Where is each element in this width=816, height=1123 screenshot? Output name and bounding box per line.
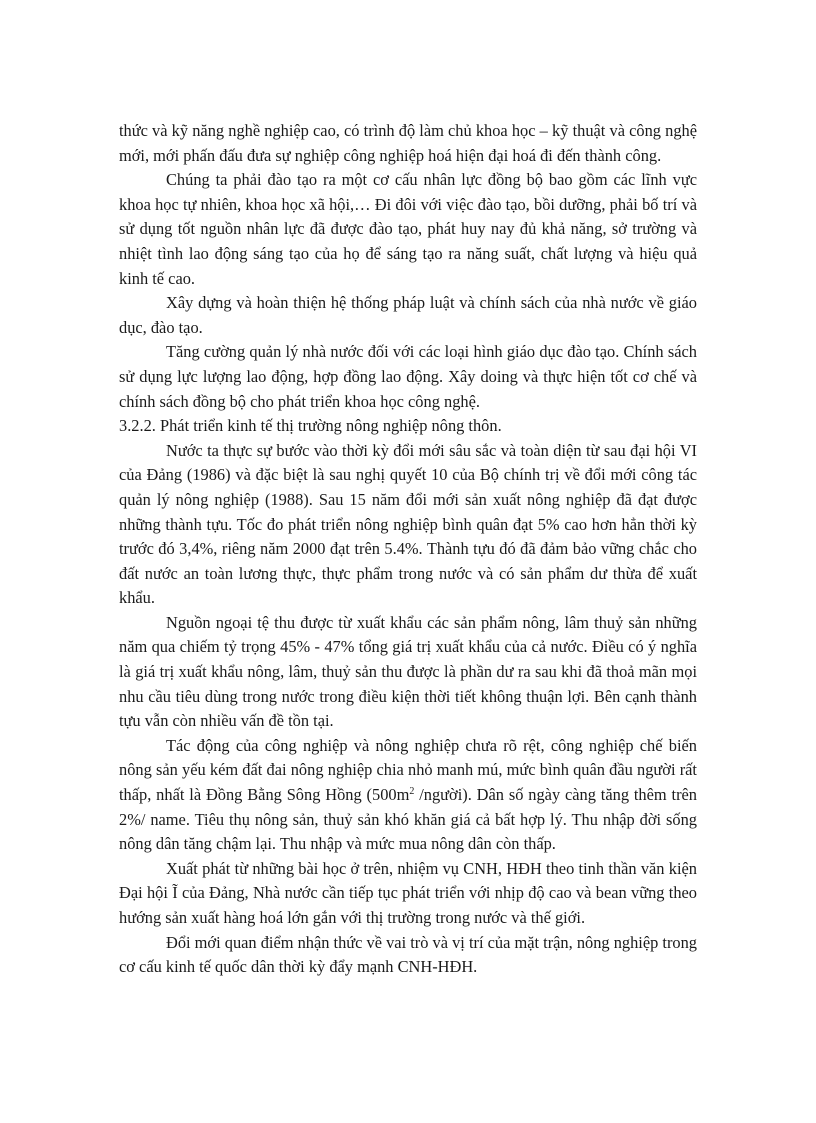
paragraph-human-resources: Chúng ta phải đào tạo ra một cơ cấu nhân lực đồng bộ bao gồm các lĩnh vực khoa học tự nhiên, khoa học xã hội,… Đi đôi với việc đào tạo, bồi dưỡng, phải bố trí và sử dụng tốt nguồn nhân lực đã được đào tạo, phát huy nay đủ khả năng, sở trường và nhiệt tình lao động sáng tạo của họ để sáng tạo ra năng suất, chất lượng và hiệu quả kinh tế cao.: [119, 170, 697, 288]
paragraph-renovation: Nước ta thực sự bước vào thời kỳ đổi mới sâu sắc và toàn diện từ sau đại hội VI của Đảng (1986) và đặc biệt là sau nghị quyết 10 của Bộ chính trị về đổi mới công tác quản lý nông nghiệp (1988). Sau 15 năm đổi mới sản xuất nông nghiệp đã đạt được những thành tựu. Tốc đo phát triển nông nghiệp bình quân đạt 5% cao hơn hẳn thời kỳ trước đó 3,4%, riêng năm 2000 đạt trên 5.4%. Thành tựu đó đã đảm bảo vững chắc cho đất nước an toàn lương thực, thực phẩm trong nước và có sản phẩm dư thừa để xuất khẩu.: [119, 440, 697, 608]
paragraph-export: Nguồn ngoại tệ thu được từ xuất khẩu các sản phẩm nông, lâm thuỷ sản những năm qua chiếm tỷ trọng 45% - 47% tổng giá trị xuất khẩu của cả nước. Điều có ý nghĩa là giá trị xuất khẩu nông, lâm, thuỷ sản thu được là phần dư ra sau khi đã thoả mãn mọi nhu cầu tiêu dùng trong nước trong điều kiện thời tiết không thuận lợi. Bên cạnh thành tựu vẫn còn nhiều vấn đề tồn tại.: [119, 612, 697, 731]
paragraph-innovation: Đổi mới quan điểm nhận thức về vai trò và vị trí của mặt trận, nông nghiệp trong cơ cấu kinh tế quốc dân thời kỳ đẩy mạnh CNH-HĐH.: [119, 932, 697, 977]
document-page: [119, 119, 697, 980]
superscript-2: 2: [409, 786, 415, 798]
impact-text-after: /người). Dân số ngày càng tăng thêm trên 2%/ name. Tiêu thụ nông sản, thuỷ sản khó khăn giá cả bất hợp lý. Thu nhập đời sống nông dân tăng chậm lại. Thu nhập và mức mua nông dân còn thấp.: [119, 785, 697, 854]
paragraph-impact: [119, 734, 697, 857]
paragraph-state-management: Tăng cường quản lý nhà nước đối với các loại hình giáo dục đào tạo. Chính sách sử dụng lực lượng lao động, hợp đồng lao động. Xây doing và thực hiện tốt cơ chế và chính sách đồng bộ cho phát triển khoa học công nghệ.: [119, 342, 697, 411]
paragraph-legal-system: Xây dựng và hoàn thiện hệ thống pháp luật và chính sách của nhà nước về giáo dục, đào tạo.: [119, 293, 697, 337]
paragraph-continuation: thức và kỹ năng nghề nghiệp cao, có trình độ làm chủ khoa học – kỹ thuật và công nghệ mới, mới phấn đấu đưa sự nghiệp công nghiệp hoá hiện đại hoá đi đến thành công.: [119, 121, 697, 165]
paragraph-lessons: Xuất phát từ những bài học ở trên, nhiệm vụ CNH, HĐH theo tinh thần văn kiện Đại hội Ĩ của Đảng, Nhà nước cần tiếp tục phát triển với nhịp độ cao và bean vững theo hướng sản xuất hàng hoá lớn gắn với thị trường trong nước và thế giới.: [119, 858, 697, 927]
impact-text-before: Tác động của công nghiệp và nông nghiệp chưa rõ rệt, công nghiệp chế biến nông sản yếu kém đất đai nông nghiệp chia nhỏ manh mú, mức bình quân đầu người rất thấp, nhất là Đồng Bằng Sông Hồng (500m: [119, 735, 697, 805]
section-heading: 3.2.2. Phát triển kinh tế thị trường nông nghiệp nông thôn.: [119, 416, 502, 436]
